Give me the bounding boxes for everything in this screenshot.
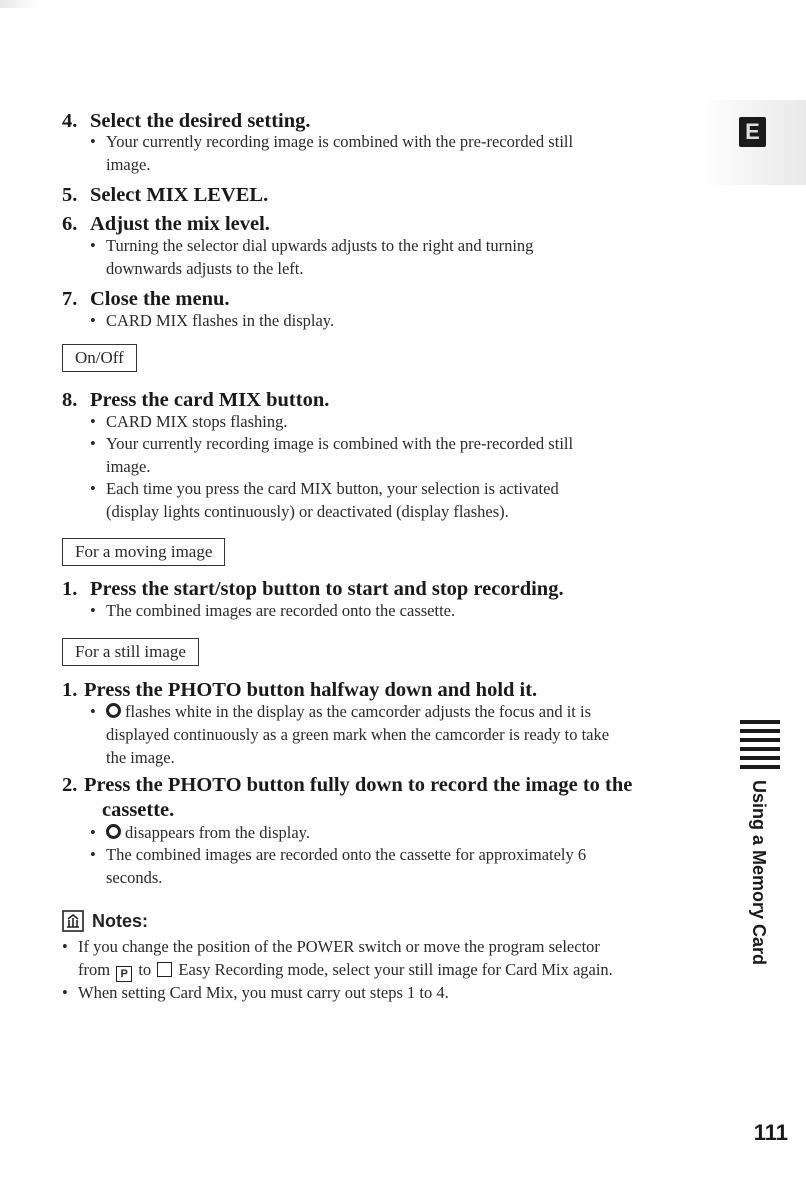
section-tab-e — [739, 117, 766, 147]
side-label-text: Using a Memory Card — [749, 780, 769, 966]
easy-recording-icon — [157, 962, 172, 977]
page-number: 111 — [753, 1120, 788, 1145]
focus-indicator-icon — [106, 703, 121, 718]
section-tab-letter: E — [745, 119, 760, 144]
step-number: 4. — [62, 110, 78, 132]
bullet-text: flashes white in the display as the camcorder adjusts the focus and it is — [125, 702, 592, 721]
moving-image-label: For a moving image — [62, 538, 225, 566]
program-ae-icon: P — [116, 966, 132, 982]
side-label — [735, 780, 785, 970]
notes-icon — [62, 910, 84, 932]
notes-title: Notes: — [92, 911, 149, 931]
step-text: Select the desired setting. — [90, 110, 311, 132]
bullet-text: Your currently recording image is combined with the pre-recorded still — [106, 132, 574, 151]
still-image-label: For a still image — [62, 638, 199, 666]
on-off-label: On/Off — [62, 344, 137, 372]
page-edge-shadow — [0, 0, 40, 8]
focus-indicator-icon — [106, 824, 121, 839]
